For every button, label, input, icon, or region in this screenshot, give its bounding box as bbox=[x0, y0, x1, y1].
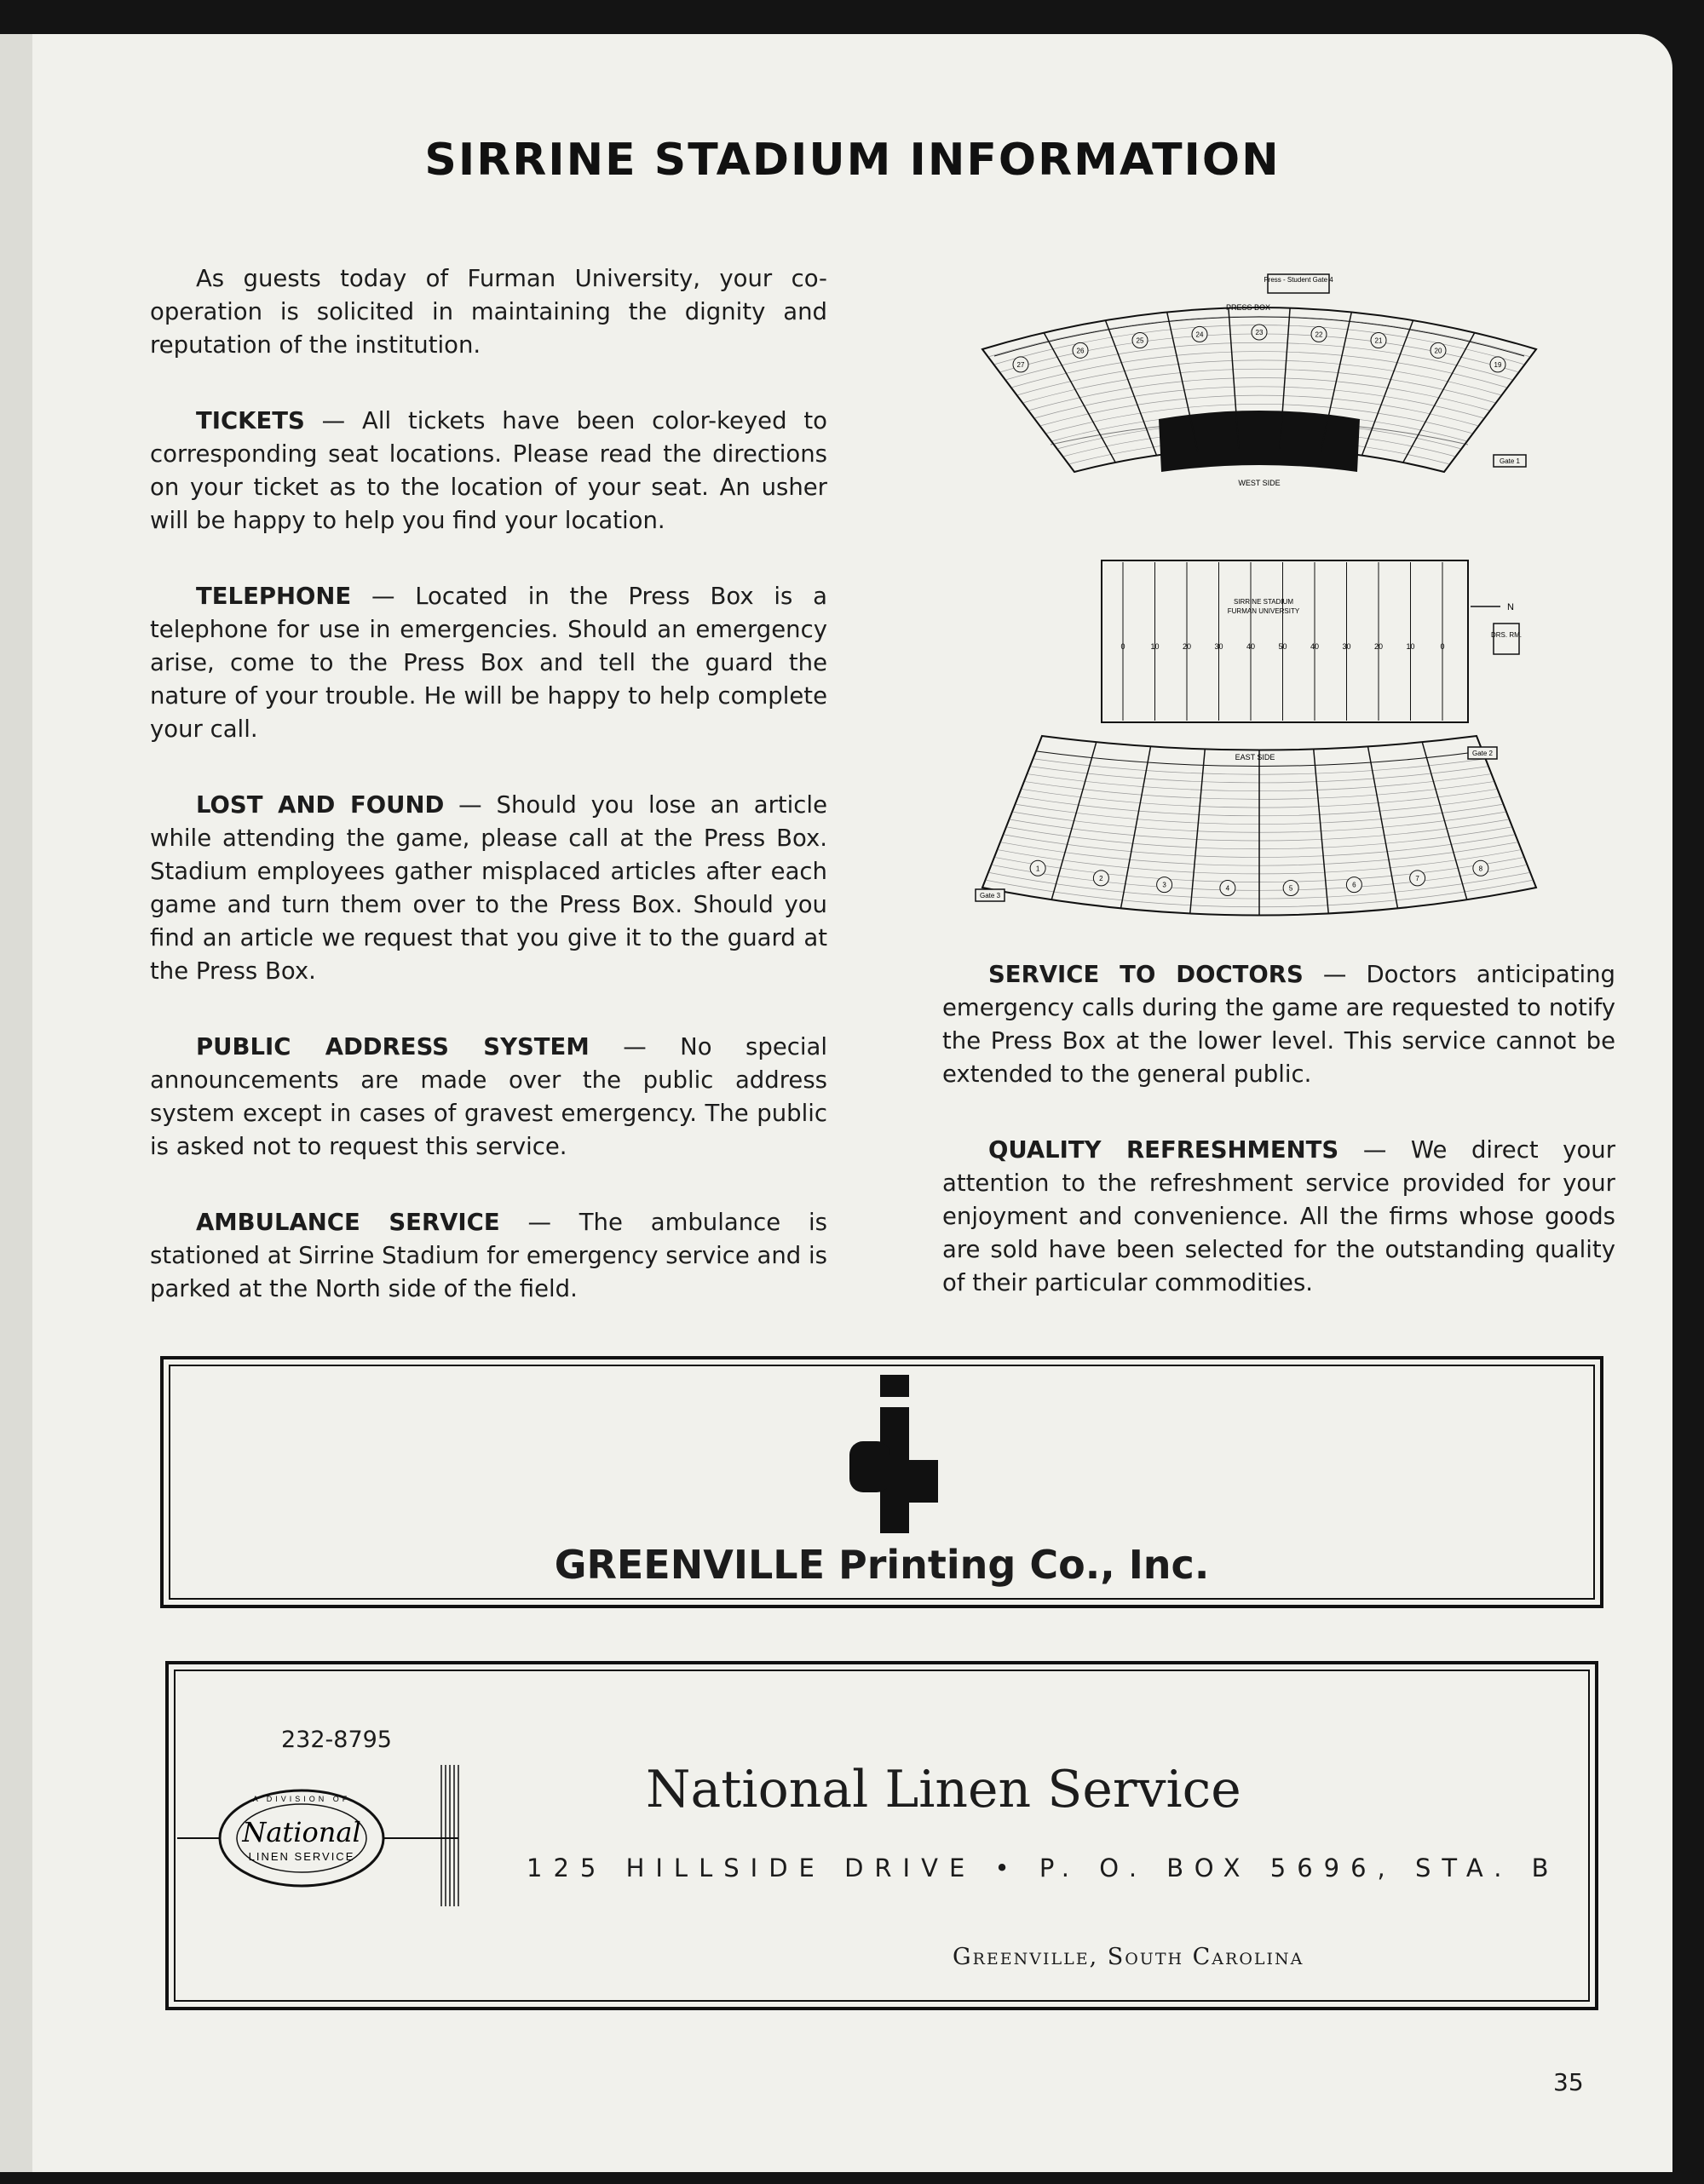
section-text: — Should you lose an article while attending the game, please call at the Press Box. Stadium employees gather misplaced articles after each game and turn them over to the Press Box. Should you find an article we request that you give it to the guard at the Press Box. bbox=[150, 791, 827, 985]
logo-script-text: National bbox=[242, 1816, 361, 1848]
football-field bbox=[1102, 560, 1522, 722]
section-text: — Located in the Press Box is a telephone for use in emergencies. Should an emergency arise, come to the Press Box and tell the guard the nature of your trouble. He will be happy to help complete your call. bbox=[150, 583, 827, 743]
phone-number: 232-8795 bbox=[281, 1727, 392, 1753]
section-text: — All tickets have been color-keyed to corresponding seat locations. Please read the directions on your ticket as to the location of your seat. An usher will be happy to help you find your location. bbox=[150, 407, 827, 534]
section-number: 22 bbox=[1315, 330, 1323, 339]
section-number: 2 bbox=[1099, 874, 1103, 882]
national-linen-ad bbox=[165, 1661, 1598, 2010]
section-public-address bbox=[150, 1031, 827, 1164]
linen-city: Greenville, South Carolina bbox=[953, 1944, 1304, 1970]
gate-1-label: Gate 1 bbox=[1499, 457, 1521, 465]
section-telephone bbox=[150, 580, 827, 746]
section-heading: AMBULANCE SERVICE bbox=[196, 1209, 500, 1236]
yard-number: 50 bbox=[1278, 642, 1287, 651]
section-text: — Doctors anticipating emergency calls during the game are requested to notify the Press Box at the lower level. This service cannot be extended to the general public. bbox=[942, 961, 1615, 1088]
section-number: 8 bbox=[1478, 865, 1483, 873]
section-number: 27 bbox=[1016, 360, 1025, 369]
greenville-printing-ad bbox=[160, 1356, 1603, 1608]
logo-division-text: A DIVISION OF bbox=[252, 1795, 351, 1803]
yard-number: 10 bbox=[1406, 642, 1415, 651]
press-box-label: PRESS BOX bbox=[1226, 303, 1271, 312]
gate-3-label: Gate 3 bbox=[979, 892, 1001, 899]
field-name-1: SIRRINE STADIUM bbox=[1233, 598, 1294, 606]
section-number: 4 bbox=[1225, 884, 1230, 893]
section-number: 3 bbox=[1162, 881, 1166, 889]
section-doctors bbox=[942, 958, 1615, 1091]
section-number: 26 bbox=[1076, 347, 1085, 355]
section-heading: QUALITY REFRESHMENTS bbox=[988, 1136, 1339, 1164]
east-stand bbox=[976, 736, 1536, 916]
aisle-line bbox=[1368, 746, 1398, 908]
section-number: 25 bbox=[1136, 336, 1144, 345]
yard-number: 10 bbox=[1150, 642, 1160, 651]
gate-2-label: Gate 2 bbox=[1471, 750, 1494, 757]
section-text: — We direct your attention to the refreshment service provided for your enjoyment and convenience. All the firms whose goods are sold have been selected for the outstanding quality of their particular commodities. bbox=[942, 1136, 1616, 1296]
section-number: 7 bbox=[1415, 874, 1419, 882]
section-refreshments bbox=[942, 1134, 1615, 1300]
section-number: 6 bbox=[1352, 881, 1356, 889]
page-number: 35 bbox=[1553, 2068, 1584, 2096]
gp-monogram-logo bbox=[848, 1375, 941, 1537]
page-title: SIRRINE STADIUM INFORMATION bbox=[424, 135, 1281, 186]
yard-number: 20 bbox=[1182, 642, 1192, 651]
section-number: 21 bbox=[1374, 336, 1383, 345]
west-side-label: WEST SIDE bbox=[1238, 479, 1281, 487]
yard-number: 0 bbox=[1440, 642, 1445, 651]
section-number: 5 bbox=[1288, 884, 1293, 893]
section-text: — No special announcements are made over the public address system except in cases of gravest emergency. The public is asked not to request this service. bbox=[150, 1033, 827, 1160]
magazine-page bbox=[32, 34, 1672, 2172]
aisle-line bbox=[1051, 742, 1097, 899]
yard-number: 30 bbox=[1342, 642, 1351, 651]
intro-paragraph: As guests today of Furman University, your co-operation is solicited in maintaining the dignity and reputation of the institution. bbox=[150, 265, 827, 359]
aisle-line bbox=[1422, 742, 1467, 899]
section-heading: TICKETS bbox=[196, 407, 305, 434]
stadium-seating-map bbox=[979, 274, 1536, 939]
section-number: 19 bbox=[1494, 360, 1502, 369]
aisle-line bbox=[982, 349, 1074, 472]
aisle-line bbox=[1444, 349, 1536, 472]
yard-number: 40 bbox=[1310, 642, 1320, 651]
section-number: 1 bbox=[1035, 865, 1040, 873]
east-side-label: EAST SIDE bbox=[1235, 753, 1275, 762]
section-heading: SERVICE TO DOCTORS bbox=[988, 961, 1304, 988]
yard-number: 20 bbox=[1373, 642, 1384, 651]
yard-number: 40 bbox=[1246, 642, 1256, 651]
section-number: 20 bbox=[1434, 347, 1442, 355]
section-heading: LOST AND FOUND bbox=[196, 791, 445, 819]
west-stand bbox=[982, 274, 1536, 487]
press-gate-label: Press - Student Gate 4 bbox=[1264, 276, 1333, 284]
linen-address: 125 HILLSIDE DRIVE • P. O. BOX 5696, STA. B bbox=[527, 1854, 1560, 1882]
aisle-line bbox=[1121, 746, 1151, 908]
field-name-2: FURMAN UNIVERSITY bbox=[1227, 607, 1300, 615]
section-ambulance bbox=[150, 1206, 827, 1306]
section-text: — The ambulance is stationed at Sirrine Stadium for emergency service and is parked at the North side of the field. bbox=[150, 1209, 827, 1302]
section-heading: PUBLIC ADDRESS SYSTEM bbox=[196, 1033, 590, 1060]
section-heading: TELEPHONE bbox=[196, 583, 352, 610]
section-number: 24 bbox=[1195, 330, 1204, 339]
section-number: 23 bbox=[1255, 329, 1264, 336]
right-column bbox=[942, 958, 1615, 1342]
yard-number: 30 bbox=[1214, 642, 1223, 651]
north-arrow: N bbox=[1507, 602, 1514, 612]
section-tickets bbox=[150, 405, 827, 537]
section-lost-and-found bbox=[150, 789, 827, 988]
dressing-room-label: DRS. RM. bbox=[1491, 631, 1522, 639]
linen-company-name: National Linen Service bbox=[646, 1760, 1241, 1819]
yard-number: 0 bbox=[1120, 642, 1125, 651]
printing-company-name: GREENVILLE Printing Co., Inc. bbox=[554, 1542, 1210, 1588]
national-linen-logo bbox=[177, 1736, 527, 1915]
logo-bottom-text: LINEN SERVICE bbox=[248, 1850, 355, 1863]
left-column bbox=[150, 262, 827, 1348]
